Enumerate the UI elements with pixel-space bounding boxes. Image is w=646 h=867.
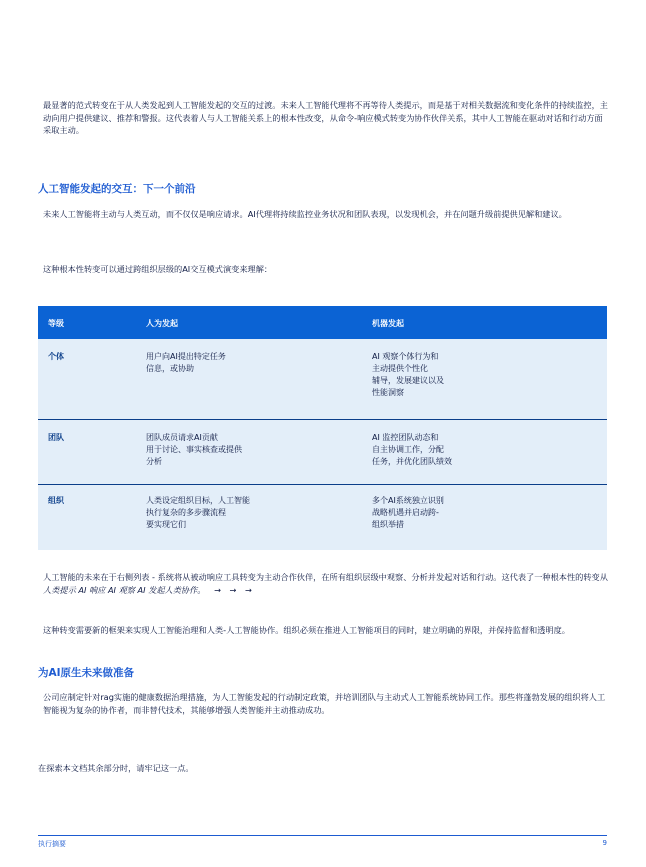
- machine-cell: 多个AI系统独立识别 战略机遇并启动跨- 组织举措: [372, 496, 444, 529]
- table-row: [38, 420, 607, 484]
- row-level-label: 个体: [48, 352, 64, 361]
- table-row: [38, 339, 607, 419]
- human-cell: 团队成员请求AI贡献 用于讨论、事实核查或提供 分析: [146, 433, 242, 466]
- human-cell: 用户向AI提出特定任务 信息，或协助: [146, 352, 226, 373]
- header-level: 等级: [48, 319, 64, 328]
- after-table-text: 人工智能的未来在于右侧列表 - 系统将从被动响应工具转变为主动合作伙伴，在所有组织层级中观察、分析并发起对话和行动。这代表了一种根本性的转变从: [43, 572, 608, 582]
- arrows-icon: → → →: [214, 584, 255, 595]
- page-number: 9: [602, 839, 607, 847]
- interaction-matrix-table: [38, 306, 607, 550]
- table-intro-paragraph: 这种根本性转变可以通过跨组织层级的AI交互模式演变来理解：: [43, 264, 273, 274]
- row-level-label: 组织: [48, 496, 64, 505]
- after-table-paragraph: [43, 571, 609, 596]
- after-table-italic: 人类提示 AI 响应 AI 观察 AI 发起人类协作。: [43, 584, 206, 595]
- section1-paragraph: 未来人工智能将主动与人类互动，而不仅仅是响应请求。AI代理将持续监控业务状况和团队表现，以发现机会，并在问题升级前提供见解和建议。: [43, 209, 567, 219]
- footer-divider: [38, 835, 607, 836]
- intro-paragraph: 最显著的范式转变在于从人类发起到人工智能发起的交互的过渡。未来人工智能代理将不再等待人类提示，而是基于对相关数据流和变化条件的持续监控，主动向用户提供建议、推荐和警报。这代表着人与人工智能关系上的根本性改变，从命令-响应模式转变为协作伙伴关系，其中人工智能在驱动对话和行动方面采取主动。: [43, 100, 608, 135]
- footer-section-label: 执行摘要: [38, 840, 66, 848]
- framework-paragraph: 这种转变需要新的框架来实现人工智能治理和人类-人工智能协作。组织必须在推进人工智能项目的同时，建立明确的界限，并保持监督和透明度。: [43, 625, 570, 635]
- human-cell: 人类设定组织目标，人工智能 执行复杂的多步骤流程 要实现它们: [146, 496, 250, 529]
- closing-paragraph: 在探索本文档其余部分时，请牢记这一点。: [38, 763, 194, 773]
- table-row: [38, 485, 607, 550]
- section-heading-ai-native: 为AI原生未来做准备: [38, 667, 135, 679]
- section-heading-ai-initiated: 人工智能发起的交互：下一个前沿: [38, 183, 196, 195]
- section2-paragraph: 公司应制定针对rag实施的健康数据治理措施，为人工智能发起的行动制定政策，并培训团队与主动式人工智能系统协同工作。那些将蓬勃发展的组织将人工智能视为复杂的协作者，而非替代技术，其能够增强人类智能并主动推动成功。: [43, 692, 606, 715]
- header-machine-initiated: 机器发起: [372, 319, 404, 328]
- machine-cell: AI 观察个体行为和 主动提供个性化 辅导，发展建议以及 性能洞察: [372, 352, 444, 397]
- table-header: [38, 306, 607, 339]
- row-level-label: 团队: [48, 433, 64, 442]
- machine-cell: AI 监控团队动态和 自主协调工作，分配 任务，并优化团队绩效: [372, 433, 452, 466]
- header-human-initiated: 人为发起: [146, 319, 178, 328]
